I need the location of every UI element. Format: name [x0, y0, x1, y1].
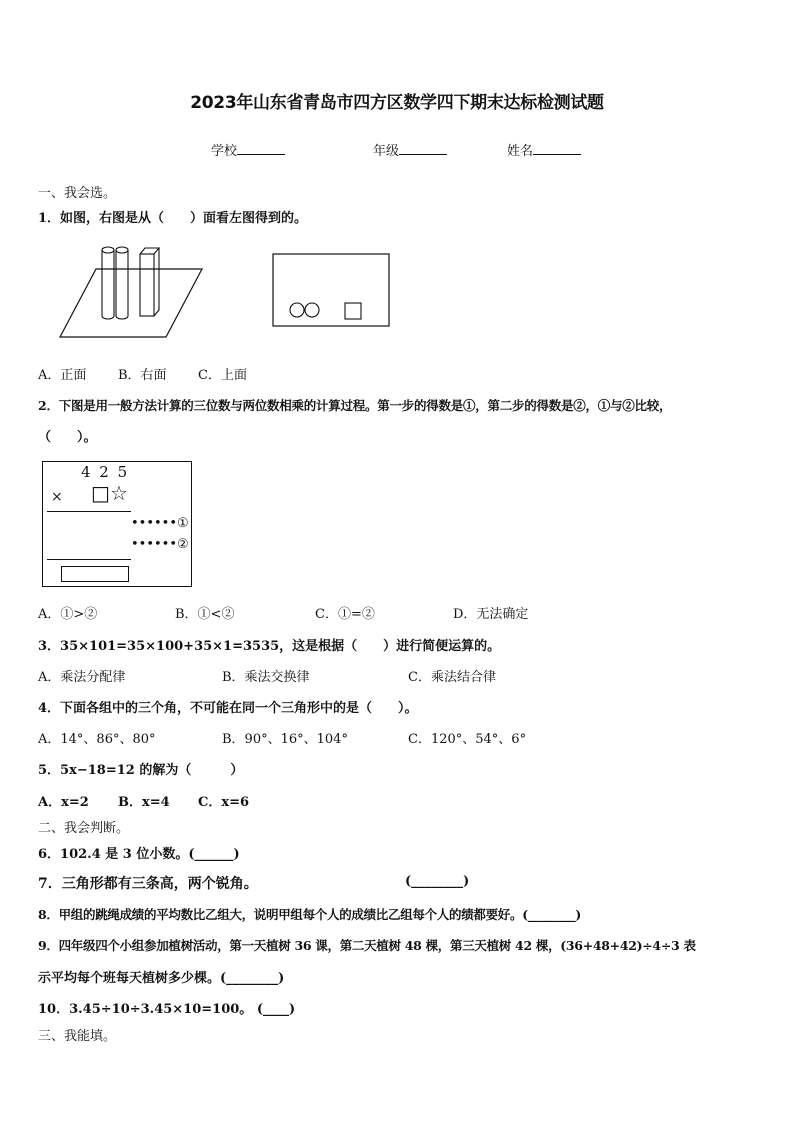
name-field[interactable] [507, 140, 581, 159]
school-label: 学校 [211, 144, 238, 159]
question-4-text: 4．下面各组中的三个角，不可能在同一个三角形中的是（ ）。 [38, 701, 418, 716]
q2-result-box [61, 566, 129, 582]
section-1-heading: 一、我会选。 [38, 186, 117, 201]
q2-times-sign: × [51, 489, 63, 505]
q2-option-c[interactable]: C．①=② [315, 607, 375, 622]
q3-option-a[interactable]: A．乘法分配律 [38, 670, 126, 685]
q1-right-figure [272, 253, 391, 328]
question-2-text-cont: （ ）。 [38, 430, 97, 445]
q2-figure [42, 461, 192, 587]
school-blank[interactable] [237, 142, 285, 155]
q5-option-c[interactable]: C．x=6 [198, 795, 250, 810]
question-10-text: 10．3.45÷10÷3.45×10=100。 (____) [38, 1002, 296, 1017]
q2-option-d[interactable]: D．无法确定 [453, 607, 529, 622]
q1-option-a[interactable]: A．正面 [38, 368, 87, 383]
question-7-blank[interactable]: (________) [405, 874, 470, 889]
page-title: 2023年山东省青岛市四方区数学四下期末达标检测试题 [190, 93, 604, 113]
q3-option-c[interactable]: C．乘法结合律 [408, 670, 496, 685]
q2-option-b[interactable]: B．①<② [175, 607, 235, 622]
q4-option-c[interactable]: C．120°、54°、6° [408, 732, 527, 747]
question-9-text: 9．四年级四个小组参加植树活动，第一天植树 36 课，第二天植树 48 棵，第三天植树 42 棵，(36+48+42)÷4÷3 表 [38, 938, 696, 953]
q1-left-figure [58, 238, 204, 340]
question-3-text: 3．35×101=35×100+35×1=3535，这是根据（ ）进行简便运算的。 [38, 639, 501, 654]
question-6-text: 6．102.4 是 3 位小数。(______) [38, 847, 240, 862]
q2-step-2: ••••••② [131, 537, 189, 552]
question-9-text-cont: 示平均每个班每天植树多少棵。(________) [38, 971, 285, 986]
q4-option-b[interactable]: B．90°、16°、104° [222, 732, 348, 747]
q5-option-a[interactable]: A．x=2 [38, 795, 89, 810]
q2-star-digit: ☆ [110, 481, 128, 505]
q4-option-a[interactable]: A．14°、86°、80° [38, 732, 156, 747]
q2-step-1: ••••••① [131, 516, 189, 531]
q1-option-b[interactable]: B．右面 [118, 368, 167, 383]
name-blank[interactable] [533, 142, 581, 155]
q2-multiplicand: 4 2 5 [81, 463, 130, 481]
question-2-text: 2．下图是用一般方法计算的三位数与两位数相乘的计算过程。第一步的得数是①，第二步的得数是②，①与②比较， [38, 398, 672, 413]
question-1-text: 1．如图，右图是从（ ）面看左图得到的。 [38, 211, 308, 226]
q2-sum-line [47, 559, 131, 560]
question-7-text: 7．三角形都有三条高，两个锐角。 [38, 876, 258, 892]
grade-blank[interactable] [399, 142, 447, 155]
question-8-text: 8．甲组的跳绳成绩的平均数比乙组大，说明甲组每个人的成绩比乙组每个人的绩都要好。(________) [38, 907, 582, 922]
q1-option-c[interactable]: C．上面 [198, 368, 247, 383]
section-2-heading: 二、我会判断。 [38, 821, 130, 836]
q3-option-b[interactable]: B．乘法交换律 [222, 670, 310, 685]
grade-field[interactable] [373, 140, 447, 159]
school-field[interactable] [211, 140, 285, 159]
q2-option-a[interactable]: A．①>② [38, 607, 98, 622]
section-3-heading: 三、我能填。 [38, 1029, 117, 1044]
q5-option-b[interactable]: B．x=4 [118, 795, 170, 810]
grade-label: 年级 [373, 144, 400, 159]
question-5-text: 5．5x−18=12 的解为（ ） [38, 763, 244, 778]
q2-square-digit: □ [91, 481, 110, 505]
name-label: 姓名 [507, 144, 534, 159]
q2-product-line [47, 511, 131, 512]
